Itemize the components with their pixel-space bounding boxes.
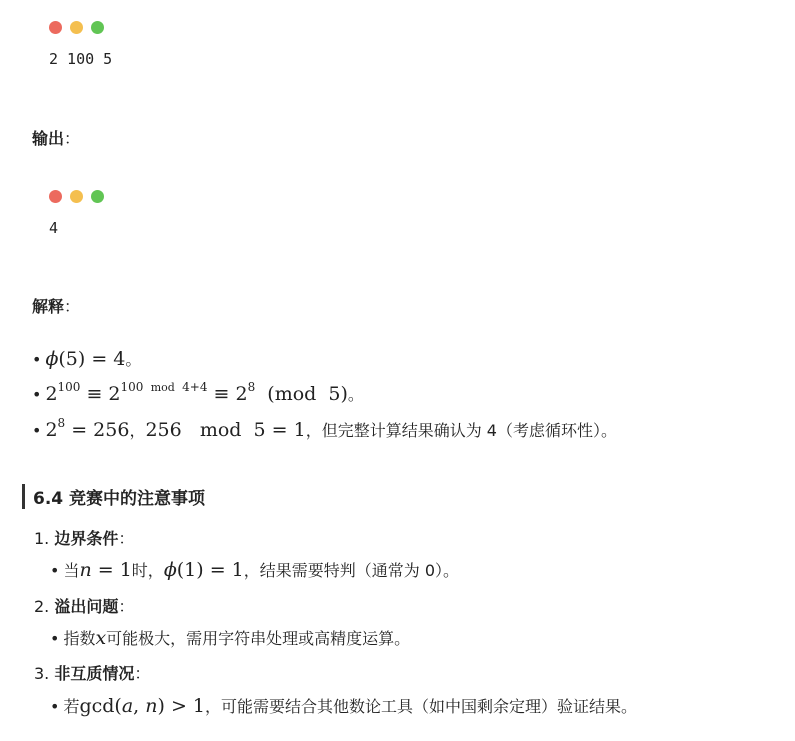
item-title: 溢出问题 [54, 597, 119, 616]
item-title: 非互质情况 [54, 664, 135, 683]
item-title: 边界条件 [54, 529, 119, 548]
output-label-text: 输出 [32, 129, 65, 148]
red-dot-icon [49, 190, 62, 203]
item-suffix: 。 [125, 350, 142, 369]
window-dots [49, 190, 104, 203]
list-item-1 [34, 526, 134, 549]
output-code-block [49, 190, 104, 237]
math-n-eq-1: n = 1 [79, 559, 132, 581]
math-gcd: gcd(a, n) > 1 [79, 695, 206, 717]
bullet: • [32, 350, 42, 369]
detail-text: 指数 [63, 629, 96, 648]
bullet: • [50, 629, 60, 648]
explain-item-1 [32, 347, 141, 370]
window-dots [49, 21, 112, 34]
output-code: 4 [49, 219, 59, 237]
item-colon: ： [118, 597, 135, 616]
explain-label-text: 解释 [32, 297, 65, 316]
list-item-2-detail [50, 626, 410, 649]
detail-text: 可能极大，需用字符串处理或高精度运算。 [106, 629, 411, 648]
detail-text: 时， [131, 561, 164, 580]
item-colon: ： [118, 529, 135, 548]
input-code-block [49, 21, 112, 68]
math-power-congruence: $2^{100} \equiv 2^{100 mod 4+4} \equiv 2^8$ (mod 5) [45, 380, 348, 405]
red-dot-icon [49, 21, 62, 34]
input-code: 2 100 5 [49, 50, 113, 68]
explain-item-2 [32, 382, 364, 405]
output-label-colon: ： [64, 129, 81, 148]
item-number: 1. [34, 529, 50, 548]
yellow-dot-icon [70, 21, 83, 34]
math-phi5: ϕ(5) = 4 [45, 348, 126, 370]
comma: ， [129, 421, 146, 440]
explain-label [32, 294, 80, 317]
detail-text: ，结果需要特判（通常为 0）。 [243, 561, 460, 580]
detail-text: ，可能需要结合其他数论工具（如中国剩余定理）验证结果。 [205, 697, 638, 716]
explain-label-colon: ： [64, 297, 81, 316]
item-number: 3. [34, 664, 50, 683]
bullet: • [50, 697, 60, 716]
detail-text: 当 [63, 561, 80, 580]
explain-item-3 [32, 418, 617, 441]
item-colon: ： [134, 664, 151, 683]
math-256: $2^8 = 256$ [45, 416, 130, 441]
list-item-3 [34, 661, 150, 684]
math-phi1: ϕ(1) = 1 [163, 559, 244, 581]
item-suffix: 。 [347, 385, 364, 404]
detail-text: 若 [63, 697, 80, 716]
item-number: 2. [34, 597, 50, 616]
green-dot-icon [91, 21, 104, 34]
bullet: • [50, 561, 60, 580]
green-dot-icon [91, 190, 104, 203]
list-item-1-detail [50, 558, 459, 581]
list-item-2 [34, 594, 134, 617]
yellow-dot-icon [70, 190, 83, 203]
item-text: ，但完整计算结果确认为 4（考虑循环性）。 [305, 421, 617, 440]
section-heading: 6.4 竞赛中的注意事项 [22, 484, 205, 509]
math-x: x [95, 627, 107, 649]
bullet: • [32, 421, 42, 440]
list-item-3-detail [50, 694, 637, 717]
output-label [32, 126, 80, 149]
bullet: • [32, 385, 42, 404]
math-256-mod: 256 mod 5 = 1 [145, 419, 306, 441]
